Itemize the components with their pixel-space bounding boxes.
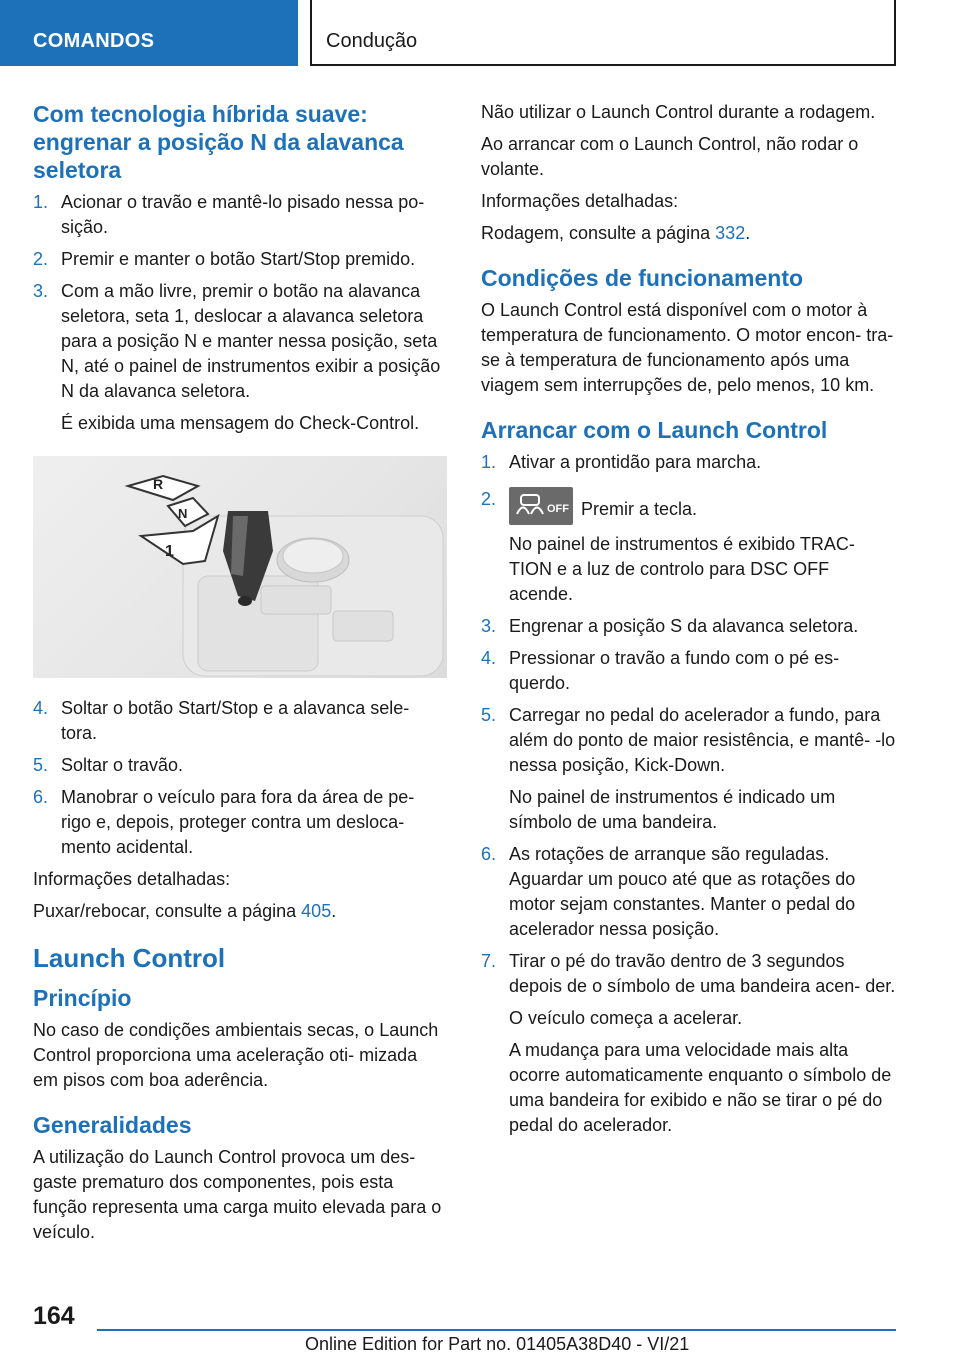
steps-list-2 xyxy=(33,696,445,860)
paragraph-generalidades: A utilização do Launch Control provoca um des- gaste prematuro dos componentes, pois esta função representa uma carga muito elevada para o veículo. xyxy=(33,1147,442,1242)
gear-selector-illustration xyxy=(33,456,447,678)
paragraph-condicoes: O Launch Control está disponível com o motor à temperatura de funcionamento. O motor encon- tra-se à temperatura de funcionamento após uma viagem sem interrupções de, pelo menos, 10 km. xyxy=(481,300,894,395)
list-item: 5. Soltar o travão. xyxy=(33,755,184,775)
heading-arrancar: Arrancar com o Launch Control xyxy=(481,417,828,443)
list-item: 4. Soltar o botão Start/Stop e a alavanca sele- tora. xyxy=(33,698,410,743)
list-item: 3. Engrenar a posição S da alavanca seletora. xyxy=(481,616,859,636)
arrow-label-1: 1 xyxy=(165,543,174,560)
paragraph-rodagem: Não utilizar o Launch Control durante a rodagem. xyxy=(481,102,876,122)
list-item: 5. Carregar no pedal do acelerador a fundo, para além do ponto de maior resistência, e mantê- -lo nessa posição, Kick-Down. No painel de instrumentos é indicado um símbolo de uma bandeira. xyxy=(481,703,897,835)
info-label: Informações detalhadas: xyxy=(33,869,231,889)
section-tab: COMANDOS xyxy=(0,0,298,66)
heading-neutral-position: Com tecnologia híbrida suave: engrenar a posição N da alavanca seletora xyxy=(33,101,404,183)
gear-selector-drawing xyxy=(33,456,447,678)
cross-reference: Puxar/rebocar, consulte a página 405. xyxy=(33,901,337,921)
dsc-off-key-icon xyxy=(509,487,573,525)
list-item: 3. Com a mão livre, premir o botão na alavanca seletora, seta 1, deslocar a alavanca seletora para a posição N e manter nessa posição, seta N, até o painel de instrumentos exibir a posição N da alavanca seletora. É exibida uma mensagem do Check-Control. xyxy=(33,279,445,436)
list-item-note: A mudança para uma velocidade mais alta ocorre automaticamente enquanto o símbolo de uma bandeira for exibido e não se tirar o pé do pedal do acelerador. xyxy=(509,1040,892,1135)
paragraph-principio: No caso de condições ambientais secas, o Launch Control proporciona uma aceleração oti- mizada em pisos com boa aderência. xyxy=(33,1020,439,1090)
paragraph-volante: Ao arrancar com o Launch Control, não rodar o volante. xyxy=(481,134,859,179)
list-item: 1. Acionar o travão e mantê-lo pisado nessa po- sição. xyxy=(33,192,425,237)
list-item: 4. Pressionar o travão a fundo com o pé es- querdo. xyxy=(481,648,840,693)
list-item-note: É exibida uma mensagem do Check-Control. xyxy=(61,413,420,433)
page-header xyxy=(0,0,960,66)
steps-list-1 xyxy=(33,190,445,436)
edition-info: Online Edition for Part no. 01405A38D40 - VI/21 xyxy=(305,1334,690,1354)
heading-generalidades: Generalidades xyxy=(33,1112,192,1138)
list-item: 2. Premir e manter o botão Start/Stop premido. xyxy=(33,249,416,269)
launch-steps-list xyxy=(481,450,897,1138)
right-column xyxy=(481,100,897,1145)
list-item: 2. OFF Premir a tecla. No painel de instrumentos é exibido TRAC- TION e a luz de controlo para DSC OFF acende. xyxy=(481,487,897,607)
heading-launch-control: Launch Control xyxy=(33,943,226,973)
list-item-note: No painel de instrumentos é indicado um símbolo de uma bandeira. xyxy=(509,787,836,832)
page-number: 164 xyxy=(33,1302,75,1330)
arrow-label-r: R xyxy=(153,476,164,492)
info-label: Informações detalhadas: xyxy=(481,191,679,211)
footer-divider xyxy=(97,1329,896,1331)
page-link[interactable]: 332 xyxy=(715,223,746,243)
left-column xyxy=(33,100,445,1252)
heading-condicoes: Condições de funcionamento xyxy=(481,265,804,291)
list-item: 1. Ativar a prontidão para marcha. xyxy=(481,452,762,472)
list-item: 7. Tirar o pé do travão dentro de 3 segundos depois de o símbolo de uma bandeira acen- der. O veículo começa a acelerar. A mudança para uma velocidade mais alta ocorre automaticamente enquanto o símbolo de uma bandeira for exibido e não se tirar o pé do pedal do acelerador. xyxy=(481,949,897,1138)
subsection-tab: Condução xyxy=(310,0,896,66)
list-item: 6. Manobrar o veículo para fora da área de pe- rigo e, depois, proteger contra um desloca- mento acidental. xyxy=(33,787,415,857)
cross-reference: Rodagem, consulte a página 332. xyxy=(481,223,751,243)
arrow-label-n: N xyxy=(178,506,188,521)
list-item-note: No painel de instrumentos é exibido TRAC- TION e a luz de controlo para DSC OFF acende. xyxy=(509,534,855,604)
list-item-note: O veículo começa a acelerar. xyxy=(509,1008,743,1028)
list-item: 6. As rotações de arranque são reguladas. Aguardar um pouco até que as rotações do motor sejam constantes. Manter o pedal do acelerador nessa posição. xyxy=(481,844,856,939)
svg-text:OFF: OFF xyxy=(547,503,569,515)
heading-principio: Princípio xyxy=(33,985,132,1011)
page-link[interactable]: 405 xyxy=(301,901,332,921)
